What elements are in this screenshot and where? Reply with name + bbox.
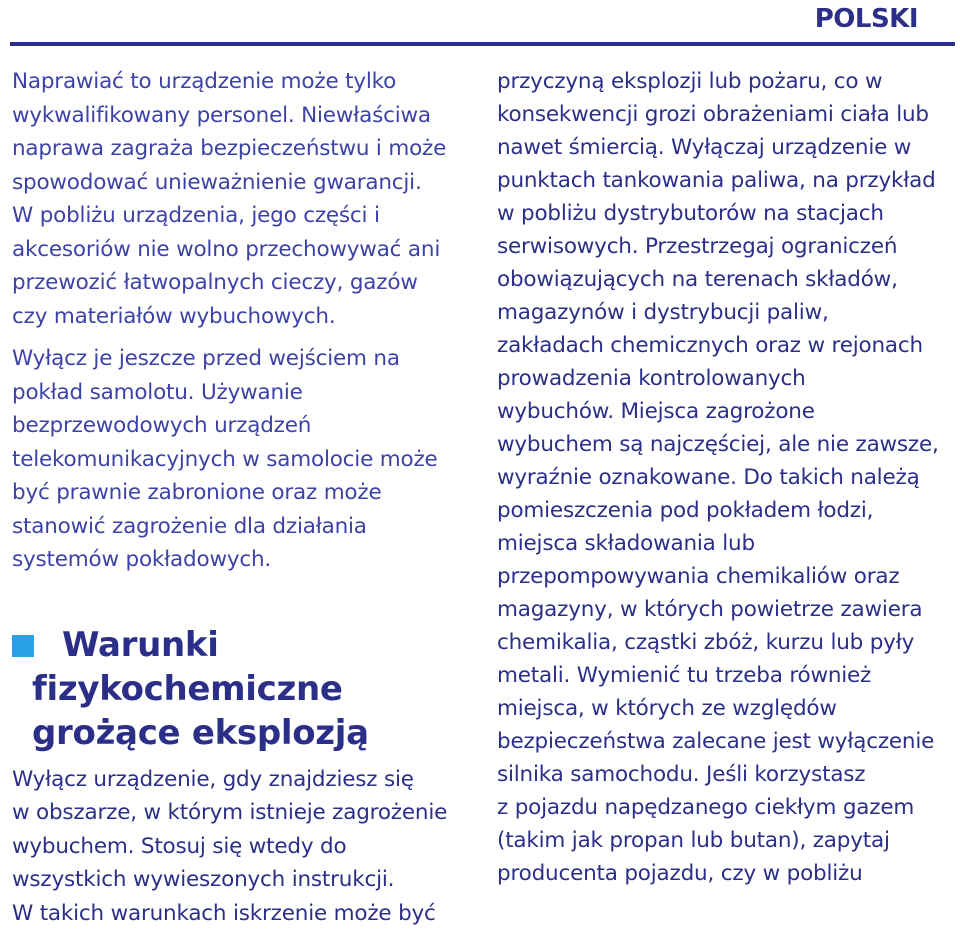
text-line: wyraźnie oznakowane. Do takich należą [497,461,952,494]
text-line: z pojazdu napędzanego ciekłym gazem [497,791,952,824]
text-line: producenta pojazdu, czy w pobliżu [497,857,952,890]
text-line: miejsca, w których ze względów [497,692,952,725]
text-line: pokład samolotu. Używanie [12,376,467,410]
text-line: przyczyną eksplozji lub pożaru, co w [497,65,952,98]
text-line: stanowić zagrożenie dla działania [12,510,467,544]
text-line: obowiązujących na terenach składów, [497,263,952,296]
text-line: nawet śmiercią. Wyłączaj urządzenie w [497,131,952,164]
text-line: miejsca składowania lub [497,527,952,560]
paragraph-spacer [12,333,467,342]
text-line: naprawa zagraża bezpieczeństwu i może [12,132,467,166]
text-line: wybuchem są najczęściej, ale nie zawsze, [497,428,952,461]
text-line: silnika samochodu. Jeśli korzystasz [497,758,952,791]
text-line: punktach tankowania paliwa, na przykład [497,164,952,197]
text-line: w obszarze, w którym istnieje zagrożenie [12,796,467,830]
text-line: zakładach chemicznych oraz w rejonach [497,329,952,362]
text-line: Wyłącz urządzenie, gdy znajdziesz się [12,763,467,797]
text-line: W pobliżu urządzenia, jego części i [12,199,467,233]
text-line: w pobliżu dystrybutorów na stacjach [497,197,952,230]
text-line: metali. Wymienić tu trzeba również [497,659,952,692]
text-line: W takich warunkach iskrzenie może być [12,897,467,930]
text-line: bezprzewodowych urządzeń [12,409,467,443]
paragraph-explosive [12,763,467,930]
heading-line: fizykochemiczne [32,667,467,711]
paragraph-aircraft [12,342,467,577]
text-line: serwisowych. Przestrzegaj ograniczeń [497,230,952,263]
paragraph-repair [12,65,467,333]
text-line: akcesoriów nie wolno przechowywać ani [12,233,467,267]
header-divider [10,42,955,46]
text-line: przepompowywania chemikaliów oraz [497,560,952,593]
text-line: czy materiałów wybuchowych. [12,300,467,334]
text-line: (takim jak propan lub butan), zapytaj [497,824,952,857]
text-line: systemów pokładowych. [12,543,467,577]
text-line: magazynów i dystrybucji paliw, [497,296,952,329]
text-line: chemikalia, cząstki zbóż, kurzu lub pyły [497,626,952,659]
text-line: wybuchów. Miejsca zagrożone [497,395,952,428]
text-line: konsekwencji grozi obrażeniami ciała lub [497,98,952,131]
text-line: wybuchem. Stosuj się wtedy do [12,830,467,864]
text-line: prowadzenia kontrolowanych [497,362,952,395]
heading-line: grożące eksplozją [32,711,467,755]
section-bullet-square-icon [12,635,34,657]
language-label: POLSKI [815,4,918,34]
section-heading [12,623,467,755]
text-line: Naprawiać to urządzenie może tylko [12,65,467,99]
right-column [497,65,952,890]
text-line: przewozić łatwopalnych cieczy, gazów [12,266,467,300]
text-line: spowodować unieważnienie gwarancji. [12,166,467,200]
text-line: wykwalifikowany personel. Niewłaściwa [12,99,467,133]
text-line: wszystkich wywieszonych instrukcji. [12,863,467,897]
heading-line: Warunki [32,623,467,667]
text-line: Wyłącz je jeszcze przed wejściem na [12,342,467,376]
left-column [12,65,467,930]
text-line: telekomunikacyjnych w samolocie może [12,443,467,477]
text-line: magazyny, w których powietrze zawiera [497,593,952,626]
text-line: bezpieczeństwa zalecane jest wyłączenie [497,725,952,758]
text-line: być prawnie zabronione oraz może [12,476,467,510]
text-line: pomieszczenia pod pokładem łodzi, [497,494,952,527]
